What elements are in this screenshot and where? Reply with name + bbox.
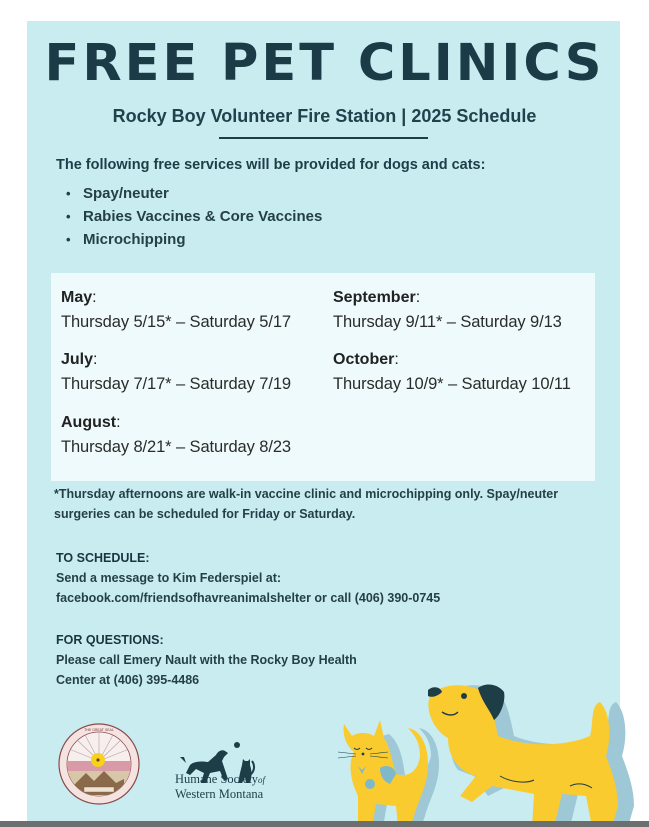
bullet-icon: • [66,209,71,224]
cat-and-dog-illustration [330,676,649,827]
to-schedule-heading: TO SCHEDULE [56,551,146,565]
schedule-august: August: Thursday 8/21* – Saturday 8/23 [61,414,291,456]
title-divider [219,137,428,139]
questions-line2: Center at (406) 395-4486 [56,673,200,687]
questions-heading: FOR QUESTIONS: [56,633,164,647]
schedule-may: May: Thursday 5/15* – Saturday 5/17 [61,289,291,331]
bullet-icon: • [66,186,71,201]
to-schedule-contact[interactable]: facebook.com/friendsofhavreanimalshelter or call (406) 390-0745 [56,591,441,605]
to-schedule-line1: Send a message to Kim Federspiel at: [56,571,282,585]
services-intro: The following free services will be provided for dogs and cats: [56,157,486,173]
service-item: • Rabies Vaccines & Core Vaccines [66,205,322,228]
schedule-box [51,273,595,481]
to-schedule-section: TO SCHEDULE: Send a message to Kim Federspiel at: facebook.com/friendsofhavreanimalshelter or call (406) 390-0745 [56,548,440,608]
bullet-icon: • [66,232,71,247]
svg-text:THE GREAT SEAL: THE GREAT SEAL [84,728,114,732]
flyer-subtitle: Rocky Boy Volunteer Fire Station | 2025 Schedule [112,106,537,126]
thursday-footnote: *Thursday afternoons are walk-in vaccine clinic and microchipping only. Spay/neuter surgeries can be scheduled for Friday or Saturday. [54,487,559,521]
services-list [66,182,322,251]
schedule-october: October: Thursday 10/9* – Saturday 10/11 [333,351,571,393]
humane-society-name: Humane Societyof Western Montana [175,772,265,801]
service-item: • Microchipping [66,228,322,251]
questions-line1: Please call Emery Nault with the Rocky Boy Health [56,653,357,667]
questions-section [56,630,357,690]
schedule-july: July: Thursday 7/17* – Saturday 7/19 [61,351,291,393]
service-item: • Spay/neuter [66,182,322,205]
rocky-boy-seal-logo [54,723,144,805]
page-bottom-bar [0,821,649,827]
flyer-title: FREE PET CLINICS [44,34,605,93]
schedule-september: September: Thursday 9/11* – Saturday 9/13 [333,289,562,331]
